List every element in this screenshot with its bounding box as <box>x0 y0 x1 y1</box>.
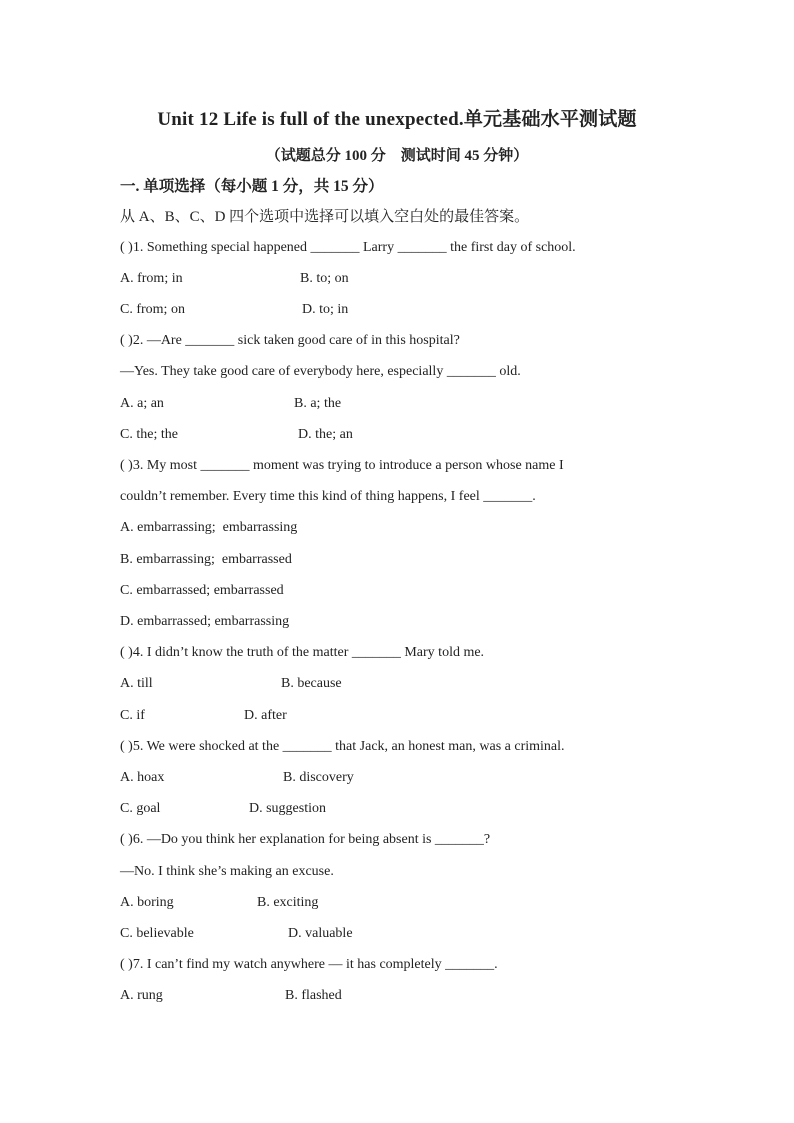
question-6-option-c: C. believable <box>120 926 194 941</box>
question-6-option-b: B. exciting <box>257 895 319 910</box>
question-6-option-a: A. boring <box>120 895 174 910</box>
question-6-stem: ( )6. —Do you think her explanation for being absent is _______? <box>120 832 491 847</box>
question-5-option-d: D. suggestion <box>249 801 326 816</box>
question-1-stem: ( )1. Something special happened _______ Larry _______ the first day of school. <box>120 240 576 255</box>
question-5-option-c: C. goal <box>120 801 161 816</box>
question-1-option-b: B. to; on <box>300 271 349 286</box>
page-subtitle: （试题总分 100 分 测试时间 45 分钟） <box>265 148 529 164</box>
question-7-option-a: A. rung <box>120 988 163 1003</box>
question-6-option-d: D. valuable <box>288 926 353 941</box>
question-3-stem: ( )3. My most _______ moment was trying to introduce a person whose name I <box>120 458 564 473</box>
question-5-option-b: B. discovery <box>283 770 354 785</box>
question-7-option-b: B. flashed <box>285 988 342 1003</box>
question-2-stem: ( )2. —Are _______ sick taken good care of in this hospital? <box>120 333 460 348</box>
question-3-stem-cont: couldn’t remember. Every time this kind of thing happens, I feel _______. <box>120 489 536 504</box>
question-7-stem: ( )7. I can’t find my watch anywhere — it has completely _______. <box>120 957 498 972</box>
section-heading: 一. 单项选择（每小题 1 分，共 15 分） <box>120 178 384 195</box>
question-2-option-b: B. a; the <box>294 396 342 411</box>
question-5-option-a: A. hoax <box>120 770 165 785</box>
question-3-option-c: C. embarrassed; embarrassed <box>120 583 284 598</box>
question-4-stem: ( )4. I didn’t know the truth of the matter _______ Mary told me. <box>120 645 485 660</box>
question-2-option-d: D. the; an <box>298 427 353 442</box>
question-6-stem-cont: —No. I think she’s making an excuse. <box>120 864 334 879</box>
question-2-option-c: C. the; the <box>120 427 178 442</box>
question-1-option-a: A. from; in <box>120 271 183 286</box>
question-4-option-d: D. after <box>244 708 287 723</box>
question-2-stem-cont: —Yes. They take good care of everybody here, especially _______ old. <box>120 364 521 379</box>
question-4-option-c: C. if <box>120 708 145 723</box>
question-4-option-b: B. because <box>281 676 342 691</box>
question-3-option-a: A. embarrassing; embarrassing <box>120 520 298 535</box>
question-1-option-c: C. from; on <box>120 302 185 317</box>
question-5-stem: ( )5. We were shocked at the _______ that Jack, an honest man, was a criminal. <box>120 739 565 754</box>
question-1-option-d: D. to; in <box>302 302 349 317</box>
page-title: Unit 12 Life is full of the unexpected.单元基础水平测试题 <box>157 109 637 130</box>
question-2-option-a: A. a; an <box>120 396 164 411</box>
question-4-option-a: A. till <box>120 676 153 691</box>
question-3-option-d: D. embarrassed; embarrassing <box>120 614 290 629</box>
section-instruction: 从 A、B、C、D 四个选项中选择可以填入空白处的最佳答案。 <box>120 209 530 225</box>
question-3-option-b: B. embarrassing; embarrassed <box>120 552 292 567</box>
